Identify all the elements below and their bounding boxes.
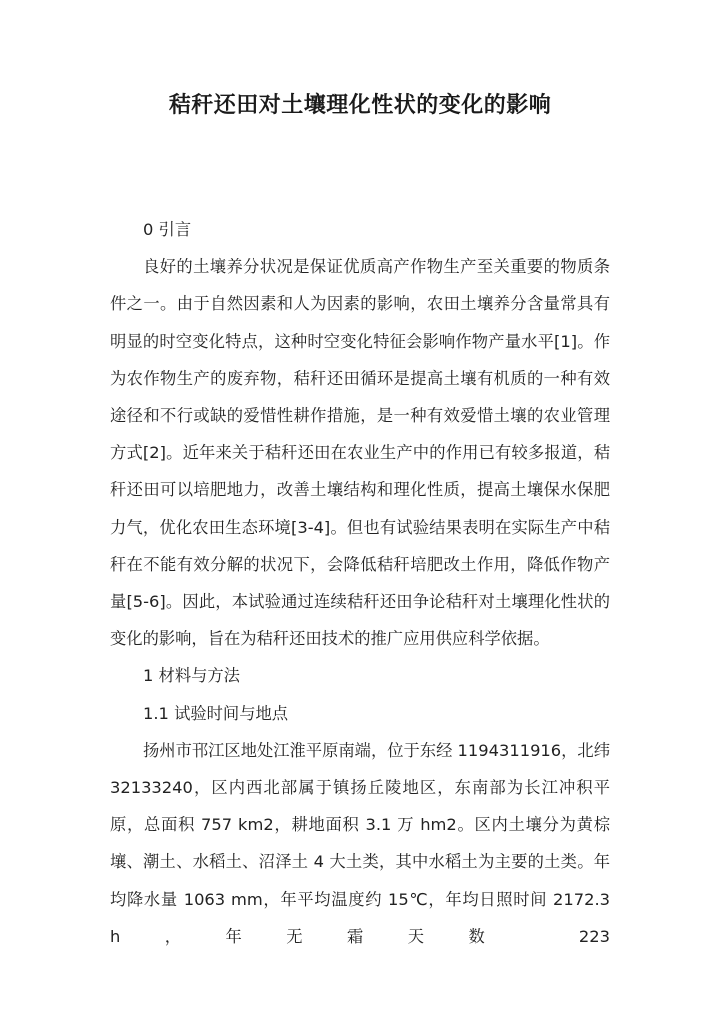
document-title: 秸秆还田对土壤理化性状的变化的影响 — [168, 92, 552, 118]
section-heading-introduction: 0 引言 — [143, 220, 192, 239]
section-heading-materials-methods: 1 材料与方法 — [143, 666, 240, 686]
subsection-heading-time-location: 1.1 试验时间与地点 — [143, 703, 289, 723]
paragraph-introduction: 良好的土壤养分状况是保证优质高产作物生产至关重要的物质条件之一。由于自然因素和人为因素的影响，农田土壤养分含量常具有明显的时空变化特点，这种时空变化特征会影响作物产量水平[1]。作为农作物生产的废弃物，秸秆还田循环是提高土壤有机质的一种有效途径和不行或缺的爱惜性耕作措施，是一种有效爱惜土壤的农业管理方式[2]。近年来关于秸秆还田在农业生产中的作用已有较多报道，秸秆还田可以培肥地力，改善土壤结构和理化性质，提高土壤保水保肥力气，优化农田生态环境[3-4]。但也有试验结果表明在实际生产中秸秆在不能有效分解的状况下，会降低秸秆培肥改土作用，降低作物产量[5-6]。因此，本试验通过连续秸秆还田争论秸秆对土壤理化性状的变化的影响，旨在为秸秆还田技术的推广应用供应科学依据。 — [110, 257, 610, 649]
document-body — [110, 211, 610, 955]
paragraph-site-description: 扬州市邗江区地处江淮平原南端，位于东经 1194311916，北纬32133240，区内西北部属于镇扬丘陵地区，东南部为长江冲积平原，总面积 757 km2，耕地面积 3.1 万 hm2。区内土壤分为黄棕壤、潮土、水稻土、沼泽土 4 大土类，其中水稻土为主要的土类。年均降水量 1063 mm，年平均温度约 15℃，年均日照时间 2172.3 h，年无霜天数 223 — [110, 740, 610, 946]
